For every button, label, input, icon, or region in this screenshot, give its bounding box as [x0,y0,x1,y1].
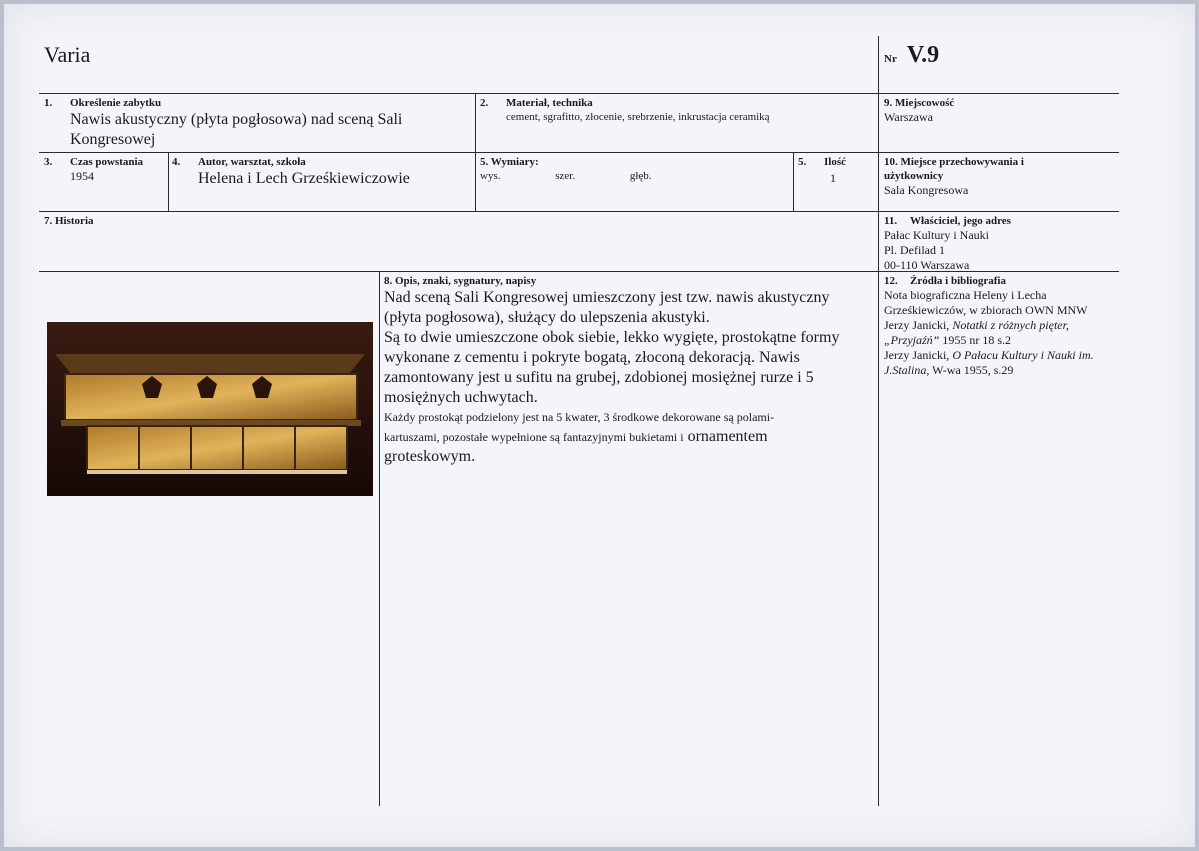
nr-label: Nr [884,53,897,65]
field-12-sources: 12. Źródła i bibliografia Nota biograficzna Heleny i Lecha Grześkiewiczów, w zbiorach OWN MNW Jerzy Janicki, Notatki z różnych pięter, „Przyjaźń” 1955 nr 18 s.2 Jerzy Janicki, O Pałacu Kultury i Nauki im. J.Stalina, W-wa 1955, s.29 [884,275,1094,377]
card-category: Varia [44,42,91,67]
rule-col-qty [793,152,794,211]
field-1-object: 1. Określenie zabytku Nawis akustyczny (płyta pogłosowa) nad sceną Sali Kongresowej [44,97,403,148]
catalog-card [4,4,1195,847]
field-2-material: 2. Materiał, technika cement, sgrafitto, złocenie, srebrzenie, inkrustacja ceramiką [480,97,770,123]
field-8-description: 8. Opis, znaki, sygnatury, napisy Nad sceną Sali Kongresowej umieszczony jest tzw. nawis akustyczny (płyta pogłosowa), służący do ulepszenia akustyki. Są to dwie umieszczone obok siebie, lekko wygięte, prostokątne formy wykonane z cementu i pokryte bogatą, złoconą dekoracją. Nawis zamontowany jest u sufitu na grubej, zdobionej mosiężnej rurze i 5 mosiężnych uchwytach. Każdy prostokąt podzielony jest na 5 kwater, 3 środkowe dekorowane są polami- kartuszami, pozostałe wypełnione są fantazyjnymi bukietami i ornamentem groteskowym. [384,275,840,465]
rule-row2 [39,211,1119,212]
rule-col-desc [379,271,380,806]
rule-row1 [39,152,1119,153]
rule-right-column [878,36,879,806]
field-5-dimensions: 5. Wymiary: wys. szer. głęb. [480,156,652,182]
field-4-author: 4. Autor, warsztat, szkoła Helena i Lech Grześkiewiczowie [172,156,410,187]
nr-value: V.9 [906,42,940,68]
rule-under-header [39,93,1119,94]
photo-acoustic-canopy [47,322,373,496]
field-10-storage: 10. Miejsce przechowywania i użytkownicy Sala Kongresowa [884,156,1024,197]
field-3-date: 3. Czas powstania 1954 [44,156,144,183]
rule-col-material [475,93,476,211]
field-9-place: 9. Miejscowość Warszawa [884,97,955,124]
card-number [884,42,939,69]
field-11-owner: 11. Właściciel, jego adres Pałac Kultury i Nauki Pl. Defilad 1 00-110 Warszawa [884,215,1011,272]
field-7-history: 7. Historia [44,215,94,227]
rule-col-author [168,152,169,211]
field-5-quantity: 5. Ilość 1 [798,156,846,185]
